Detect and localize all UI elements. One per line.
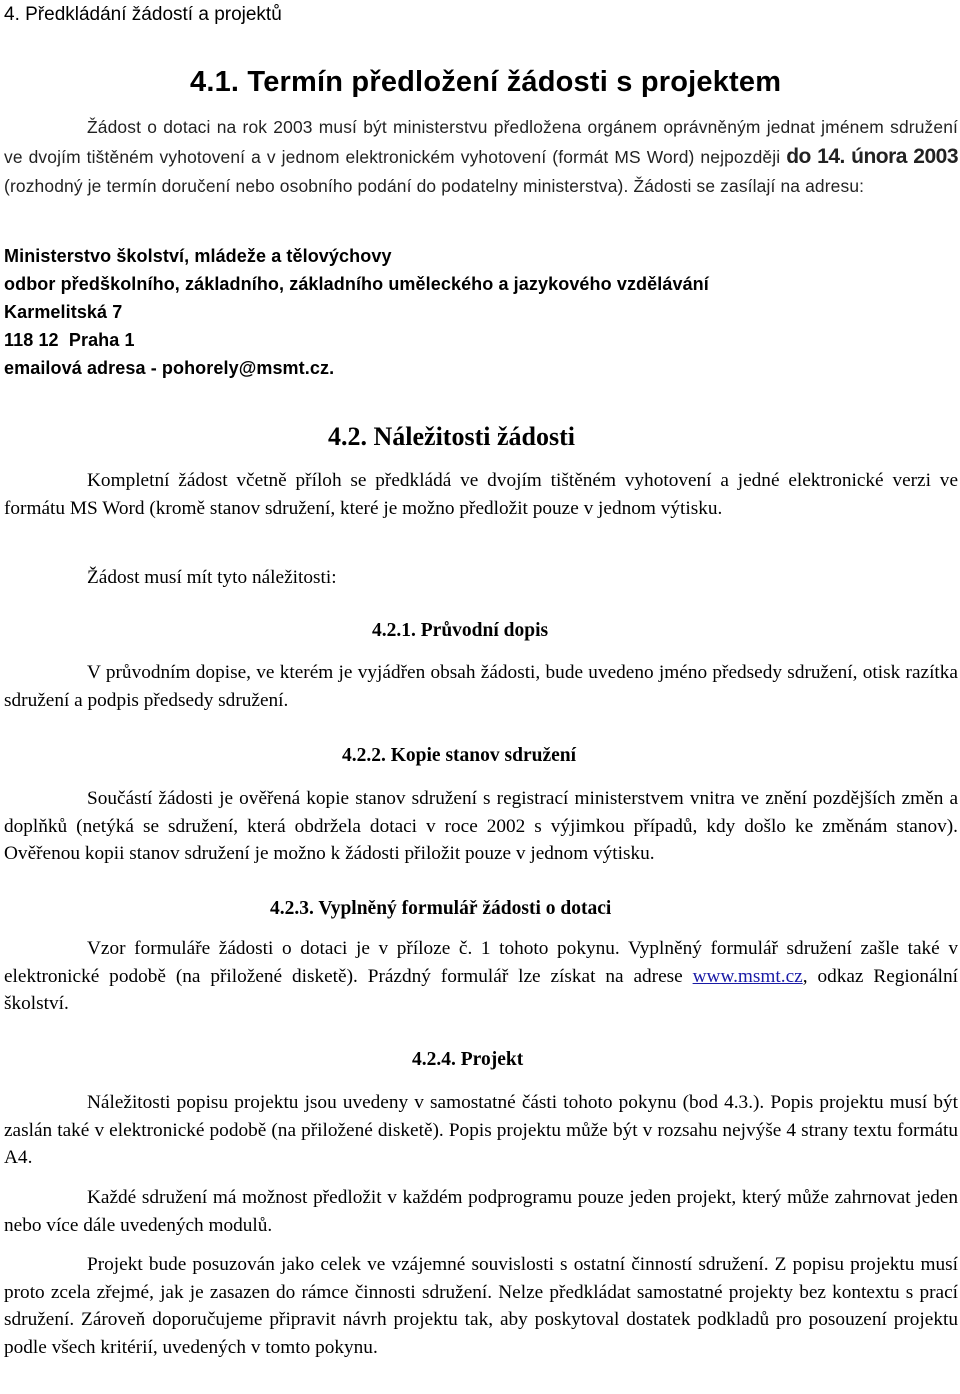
section-4-2-2-paragraph: Součástí žádosti je ověřená kopie stanov sdružení s registrací ministerstvem vnitra ve znění pozdějších změn a doplňků (netýká se sdružení, která obdržela dotaci v roce 2002 s výjimkou případů, kdy došlo ke změnám stanov). Ověřenou kopii stanov sdružení je možno k žádosti přiložit pouze v jednom výtisku. bbox=[4, 788, 958, 865]
address-line-ministry: Ministerstvo školství, mládeže a tělovýchovy bbox=[4, 246, 392, 266]
address-line-city: 118 12 Praha 1 bbox=[4, 330, 135, 350]
section-4-2-4-paragraph-1: Náležitosti popisu projektu jsou uvedeny v samostatné části tohoto pokynu (bod 4.3.). Popis projektu musí být zaslán také v elektronické podobě (na přiložené disketě). Popis projektu může být v rozsahu nejvýše 4 strany textu formátu A4. bbox=[4, 1092, 958, 1169]
paragraph-text: Vzor formuláře žádosti o dotaci je v příloze č. 1 tohoto pokynu. Vyplněný formulář sdružení zašle také v elektronické podobě (na přiložené disketě). Prázdný formulář lze získat na adrese bbox=[4, 938, 958, 987]
section-4-2-heading: 4.2. Náležitosti žádosti bbox=[328, 422, 575, 451]
msmt-website-link[interactable]: www.msmt.cz bbox=[692, 965, 803, 987]
section-4-2-3-heading: 4.2.3. Vyplněný formulář žádosti o dotaci bbox=[270, 898, 612, 919]
section-4-2-4-paragraph-2: Každé sdružení má možnost předložit v každém podprogramu pouze jeden projekt, který může zahrnovat jeden nebo více dále uvedených modulů. bbox=[4, 1187, 958, 1236]
address-line-department: odbor předškolního, základního, základního uměleckého a jazykového vzdělávání bbox=[4, 274, 709, 294]
requirements-intro: Žádost musí mít tyto náležitosti: bbox=[87, 567, 337, 588]
address-line-email: emailová adresa - pohorely@msmt.cz. bbox=[4, 358, 335, 378]
section-4-2-2-heading: 4.2.2. Kopie stanov sdružení bbox=[342, 745, 577, 766]
chapter-title: 4. Předkládání žádostí a projektů bbox=[4, 4, 282, 25]
section-4-2-4-heading: 4.2.4. Projekt bbox=[412, 1049, 524, 1070]
section-4-2-1-paragraph: V průvodním dopise, ve kterém je vyjádřen obsah žádosti, bude uvedeno jméno předsedy sdružení, otisk razítka sdružení a podpis předsedy sdružení. bbox=[4, 662, 958, 711]
section-4-2-3-paragraph bbox=[4, 935, 958, 1018]
paragraph-text: (rozhodný je termín doručení nebo osobního podání do podatelny ministerstva). Žádosti se zasílají na adresu: bbox=[4, 176, 865, 196]
address-line-street: Karmelitská 7 bbox=[4, 302, 123, 322]
paragraph-text: , odkaz Regionální školství. bbox=[4, 965, 958, 1015]
paragraph-text: Žádost o dotaci na rok 2003 musí být ministerstvu předložena orgánem oprávněným jednat jménem sdružení ve dvojím tištěném vyhotovení a v jednom elektronickém vyhotovení (formát MS Word) nejpozději bbox=[4, 117, 958, 167]
deadline-date: do 14. února 2003 bbox=[786, 145, 959, 168]
section-4-2-4-paragraph-3: Projekt bude posuzován jako celek ve vzájemné souvislosti s ostatní činností sdružení. Z popisu projektu musí proto zcela zřejmé, jak je zasazen do rámce činnosti sdružení. Nelze předkládat samostatné projekty bez kontextu s prací sdružení. Zároveň doporučujeme připravit návrh projektu tak, aby poskytoval dostatek podkladů pro posouzení projektu podle všech kritérií, uvedených v tomto pokynu. bbox=[4, 1254, 958, 1358]
postal-address bbox=[4, 242, 709, 382]
section-4-2-1-heading: 4.2.1. Průvodní dopis bbox=[372, 620, 549, 641]
section-4-2-paragraph: Kompletní žádost včetně příloh se předkládá ve dvojím tištěném vyhotovení a jedné elektronické verzi ve formátu MS Word (kromě stanov sdružení, které je možno předložit pouze v jednom výtisku. bbox=[4, 470, 958, 519]
section-4-1-paragraph bbox=[4, 113, 958, 201]
section-4-1-heading: 4.1. Termín předložení žádosti s projektem bbox=[190, 66, 782, 98]
